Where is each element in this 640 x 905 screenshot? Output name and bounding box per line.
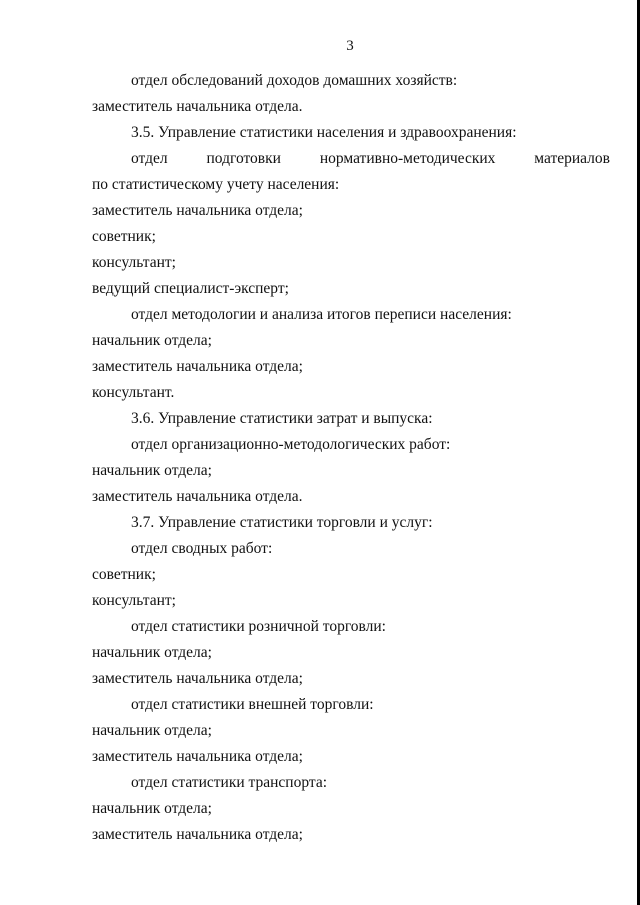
word: материалов	[534, 150, 610, 167]
text-line: отдел статистики внешней торговли:	[131, 696, 374, 713]
text-line: отдел статистики розничной торговли:	[131, 618, 386, 635]
text-line: начальник отдела;	[92, 644, 212, 661]
text-line: консультант;	[92, 254, 176, 271]
text-line: советник;	[92, 228, 156, 245]
text-line: начальник отдела;	[92, 462, 212, 479]
text-line: начальник отдела;	[92, 800, 212, 817]
text-line: начальник отдела;	[92, 722, 212, 739]
text-line: отдел организационно-методологических работ:	[131, 436, 451, 453]
text-line: отдел методологии и анализа итогов переписи населения:	[131, 306, 512, 323]
page-number: 3	[346, 38, 354, 54]
text-line: заместитель начальника отдела.	[92, 488, 303, 505]
text-line: 3.6. Управление статистики затрат и выпуска:	[131, 410, 433, 427]
text-line: отдел статистики транспорта:	[131, 774, 328, 791]
text-line: отдел сводных работ:	[131, 540, 273, 557]
text-line: заместитель начальника отдела;	[92, 358, 303, 375]
text-line: отдел обследований доходов домашних хозяйств:	[131, 72, 458, 89]
text-line: советник;	[92, 566, 156, 583]
text-line: 3.7. Управление статистики торговли и услуг:	[131, 514, 433, 531]
text-line: 3.5. Управление статистики населения и здравоохранения:	[131, 124, 517, 141]
text-line: начальник отдела;	[92, 332, 212, 349]
text-line: ведущий специалист-эксперт;	[92, 280, 289, 297]
text-line: заместитель начальника отдела;	[92, 202, 303, 219]
text-line: заместитель начальника отдела;	[92, 748, 303, 765]
text-line: консультант.	[92, 384, 175, 401]
document-body	[92, 72, 610, 852]
word: подготовки	[206, 150, 281, 167]
text-line: заместитель начальника отдела.	[92, 98, 303, 115]
text-line	[92, 150, 610, 176]
text-line: заместитель начальника отдела;	[92, 826, 303, 843]
text-line: заместитель начальника отдела;	[92, 670, 303, 687]
word: нормативно-методических	[319, 150, 496, 167]
text-line: по статистическому учету населения:	[92, 176, 340, 193]
word: отдел	[131, 150, 168, 167]
text-line: консультант;	[92, 592, 176, 609]
